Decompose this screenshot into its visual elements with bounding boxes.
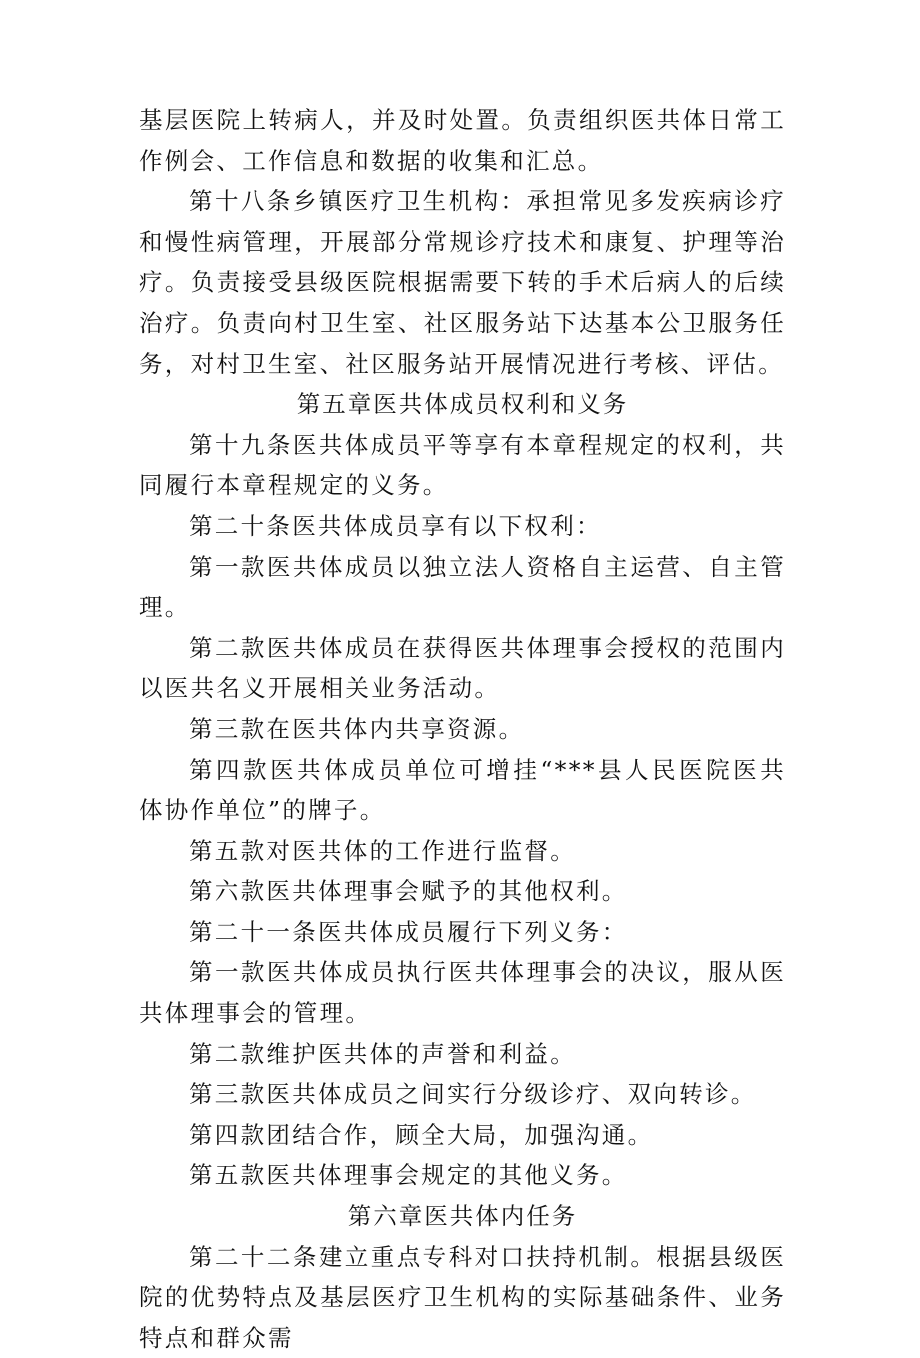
paragraph-duties-clause-1: 第一款医共体成员执行医共体理事会的决议，服从医共体理事会的管理。 [139, 958, 786, 1028]
paragraph-duties-clause-4: 第四款团结合作，顾全大局，加强沟通。 [189, 1120, 654, 1149]
paragraph-rights-clause-4: 第四款医共体成员单位可增挂“***县人民医院医共体协作单位”的牌子。 [139, 755, 786, 825]
paragraph-rights-clause-3: 第三款在医共体内共享资源。 [189, 714, 525, 743]
paragraph-rights-clause-1: 第一款医共体成员以独立法人资格自主运营、自主管理。 [139, 552, 786, 622]
paragraph-article-20: 第二十条医共体成员享有以下权利： [189, 511, 602, 540]
chapter-6-heading: 第六章医共体内任务 [347, 1202, 578, 1231]
paragraph-rights-clause-2: 第二款医共体成员在获得医共体理事会授权的范围内以医共名义开展相关业务活动。 [139, 633, 786, 703]
paragraph-article-22: 第二十二条建立重点专科对口扶持机制。根据县级医院的优势特点及基层医疗卫生机构的实际基础条件、业务特点和群众需 [139, 1242, 786, 1352]
paragraph-referral-duties: 基层医院上转病人，并及时处置。负责组织医共体日常工作例会、工作信息和数据的收集和汇总。 [139, 106, 786, 175]
paragraph-article-19: 第十九条医共体成员平等享有本章程规定的权利，共同履行本章程规定的义务。 [139, 430, 786, 500]
paragraph-article-18: 第十八条乡镇医疗卫生机构：承担常见多发疾病诊疗和慢性病管理，开展部分常规诊疗技术和康复、护理等治疗。负责接受县级医院根据需要下转的手术后病人的后续治疗。负责向村卫生室、社区服务站下达基本公卫服务任务，对村卫生室、社区服务站开展情况进行考核、评估。 [139, 187, 786, 378]
paragraph-duties-clause-5: 第五款医共体理事会规定的其他义务。 [189, 1161, 628, 1190]
paragraph-duties-clause-2: 第二款维护医共体的声誉和利益。 [189, 1039, 576, 1068]
paragraph-rights-clause-5: 第五款对医共体的工作进行监督。 [189, 836, 576, 865]
paragraph-duties-clause-3: 第三款医共体成员之间实行分级诊疗、双向转诊。 [189, 1080, 757, 1109]
chapter-5-heading: 第五章医共体成员权利和义务 [296, 390, 629, 419]
paragraph-article-21: 第二十一条医共体成员履行下列义务： [189, 917, 628, 946]
paragraph-rights-clause-6: 第六款医共体理事会赋予的其他权利。 [189, 877, 628, 906]
